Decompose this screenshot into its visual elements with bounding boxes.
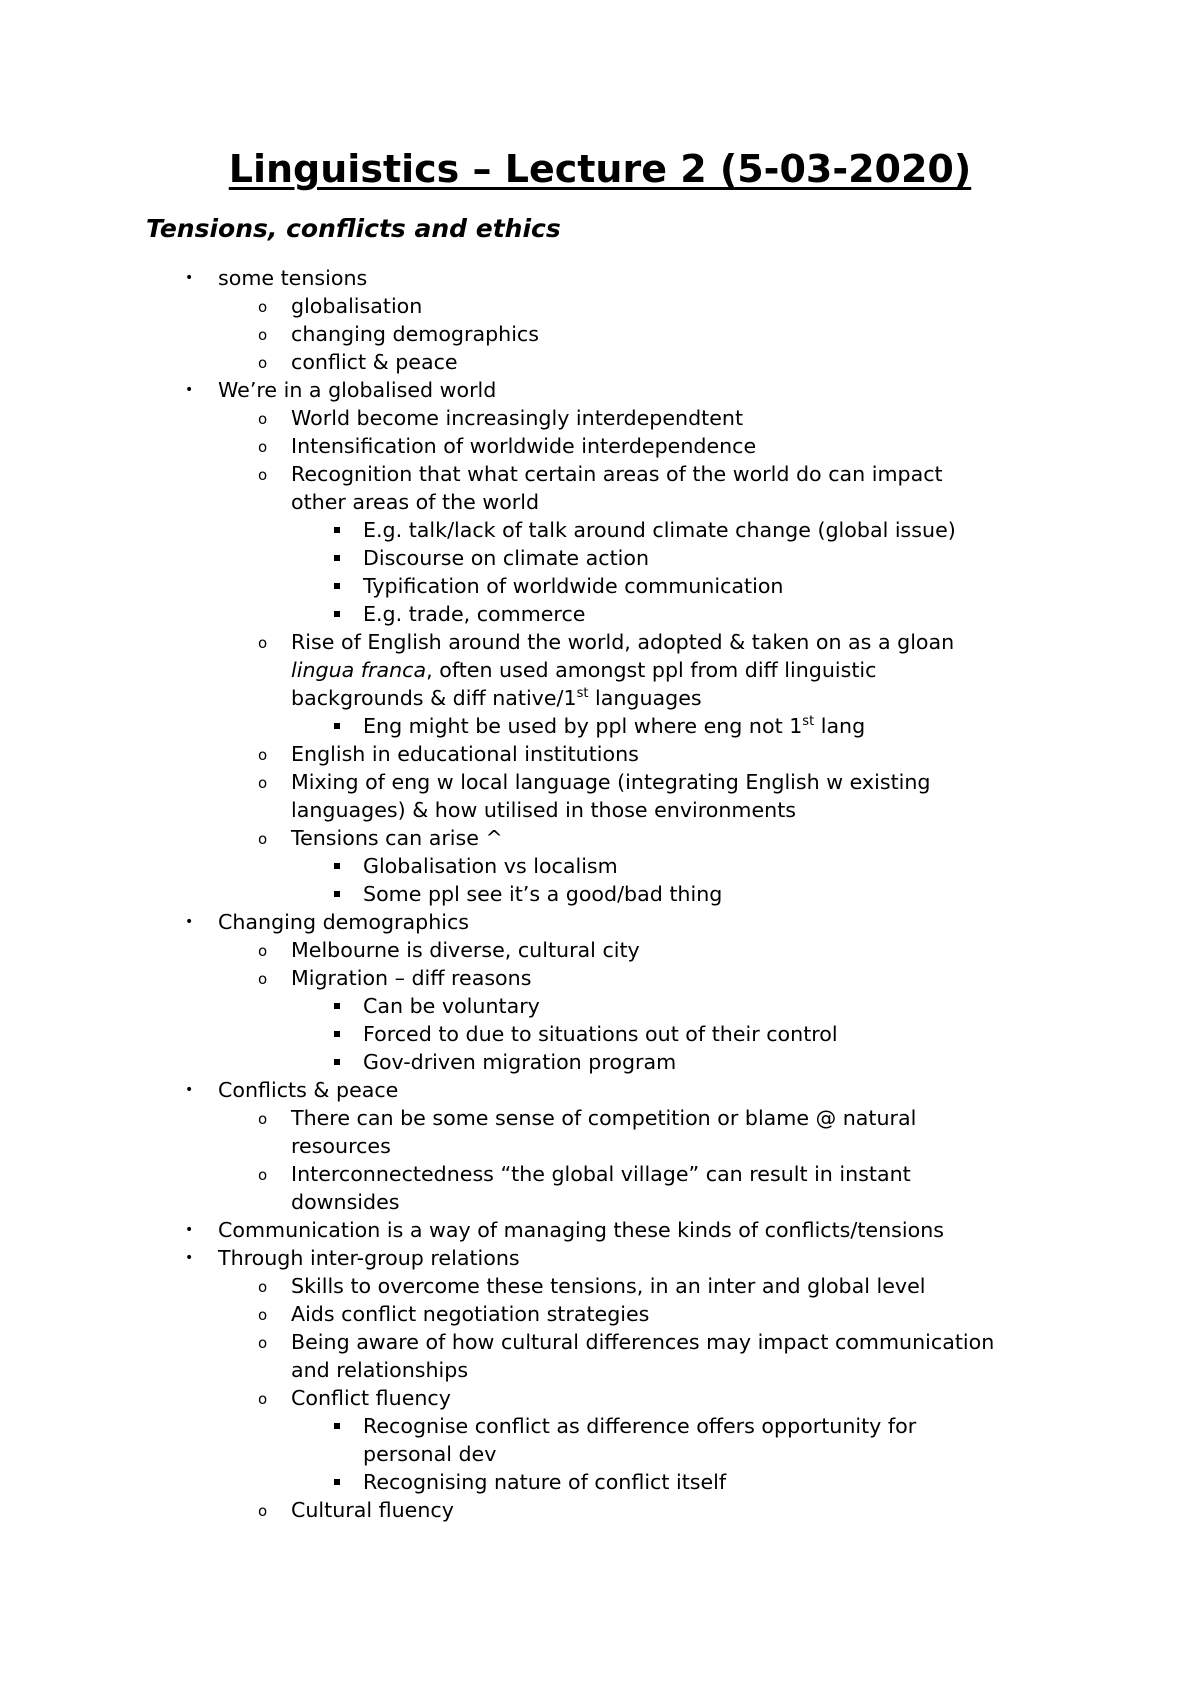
list-item: o English in educational institutions (0, 740, 1200, 768)
square-bullet-icon (334, 863, 340, 869)
list-item-continuation: languages) & how utilised in those environments (291, 798, 797, 822)
circle-bullet-icon: o (258, 746, 268, 764)
list-item: Recognising nature of conflict itself (0, 1468, 1200, 1496)
circle-bullet-icon: o (258, 830, 268, 848)
square-bullet-icon (334, 891, 340, 897)
list-item: o Melbourne is diverse, cultural city (0, 936, 1200, 964)
list-item: Eng might be used by ppl where eng not 1st lang (0, 712, 1200, 740)
circle-bullet-icon: o (258, 1502, 268, 1520)
list-item: • Changing demographics (185, 910, 470, 934)
section-heading: Tensions, conflicts and ethics (146, 214, 561, 243)
list-item: Some ppl see it’s a good/bad thing (0, 880, 1200, 908)
circle-bullet-icon: o (258, 438, 268, 456)
square-bullet-icon (334, 527, 340, 533)
italic-term: lingua franca (291, 658, 427, 682)
square-bullet-icon (334, 583, 340, 589)
list-item: o There can be some sense of competition or blame @ natural (0, 1104, 1200, 1132)
circle-bullet-icon: o (258, 1278, 268, 1296)
list-item: Gov-driven migration program (0, 1048, 1200, 1076)
bullet-icon: • (185, 1082, 194, 1098)
circle-bullet-icon: o (258, 298, 268, 316)
bullet-icon: • (185, 1250, 194, 1266)
circle-bullet-icon: o (258, 1334, 268, 1352)
list-item-continuation: other areas of the world (291, 490, 540, 514)
list-item-continuation: and relationships (291, 1358, 469, 1382)
list-item: E.g. talk/lack of talk around climate change (global issue) (0, 516, 1200, 544)
list-item: Recognise conflict as difference offers opportunity for (0, 1412, 1200, 1440)
bullet-icon: • (185, 1222, 194, 1238)
square-bullet-icon (334, 1059, 340, 1065)
list-item: o conflict & peace (0, 348, 1200, 376)
circle-bullet-icon: o (258, 354, 268, 372)
list-item: o globalisation (0, 292, 1200, 320)
circle-bullet-icon: o (258, 410, 268, 428)
list-item: o Aids conflict negotiation strategies (0, 1300, 1200, 1328)
circle-bullet-icon: o (258, 466, 268, 484)
list-item: • Conflicts & peace (185, 1078, 399, 1102)
list-item-continuation: resources (291, 1134, 391, 1158)
list-item: Forced to due to situations out of their control (0, 1020, 1200, 1048)
circle-bullet-icon: o (258, 942, 268, 960)
circle-bullet-icon: o (258, 634, 268, 652)
circle-bullet-icon: o (258, 326, 268, 344)
circle-bullet-icon: o (258, 774, 268, 792)
bullet-icon: • (185, 270, 194, 286)
list-item: o changing demographics (0, 320, 1200, 348)
notes-list (0, 264, 1200, 1524)
list-item: • Communication is a way of managing these kinds of conflicts/tensions (185, 1218, 944, 1242)
list-item: E.g. trade, commerce (0, 600, 1200, 628)
list-item: Globalisation vs localism (0, 852, 1200, 880)
list-item: • We’re in a globalised world (185, 378, 497, 402)
circle-bullet-icon: o (258, 1110, 268, 1128)
list-item: o Skills to overcome these tensions, in an inter and global level (0, 1272, 1200, 1300)
list-item: o Tensions can arise ^ (0, 824, 1200, 852)
list-item: o Intensification of worldwide interdependence (0, 432, 1200, 460)
bullet-icon: • (185, 382, 194, 398)
list-item-continuation: personal dev (363, 1442, 497, 1466)
list-item: Typification of worldwide communication (0, 572, 1200, 600)
square-bullet-icon (334, 1003, 340, 1009)
list-item: o Being aware of how cultural differences may impact communication (0, 1328, 1200, 1356)
list-item: o Migration – diff reasons (0, 964, 1200, 992)
list-item: o World become increasingly interdependtent (0, 404, 1200, 432)
list-item: Can be voluntary (0, 992, 1200, 1020)
list-item: o Conflict fluency (0, 1384, 1200, 1412)
list-item-continuation: lingua franca, often used amongst ppl from diff linguistic (291, 658, 877, 682)
circle-bullet-icon: o (258, 1166, 268, 1184)
list-item: Discourse on climate action (0, 544, 1200, 572)
square-bullet-icon (334, 1031, 340, 1037)
list-item: o Rise of English around the world, adopted & taken on as a gloan (0, 628, 1200, 656)
list-item: o Cultural fluency (0, 1496, 1200, 1524)
circle-bullet-icon: o (258, 970, 268, 988)
list-item: o Recognition that what certain areas of the world do can impact (0, 460, 1200, 488)
square-bullet-icon (334, 723, 340, 729)
bullet-icon: • (185, 914, 194, 930)
circle-bullet-icon: o (258, 1306, 268, 1324)
list-item: o Interconnectedness “the global village” can result in instant (0, 1160, 1200, 1188)
list-item: • Through inter-group relations (185, 1246, 520, 1270)
square-bullet-icon (334, 1479, 340, 1485)
circle-bullet-icon: o (258, 1390, 268, 1408)
square-bullet-icon (334, 1423, 340, 1429)
list-item: o Mixing of eng w local language (integrating English w existing (0, 768, 1200, 796)
page-title: Linguistics – Lecture 2 (5-03-2020) (228, 147, 972, 191)
list-item: • some tensions (185, 266, 368, 290)
list-item-continuation: backgrounds & diff native/1st languages (291, 686, 702, 710)
square-bullet-icon (334, 555, 340, 561)
square-bullet-icon (334, 611, 340, 617)
list-item-continuation: downsides (291, 1190, 400, 1214)
